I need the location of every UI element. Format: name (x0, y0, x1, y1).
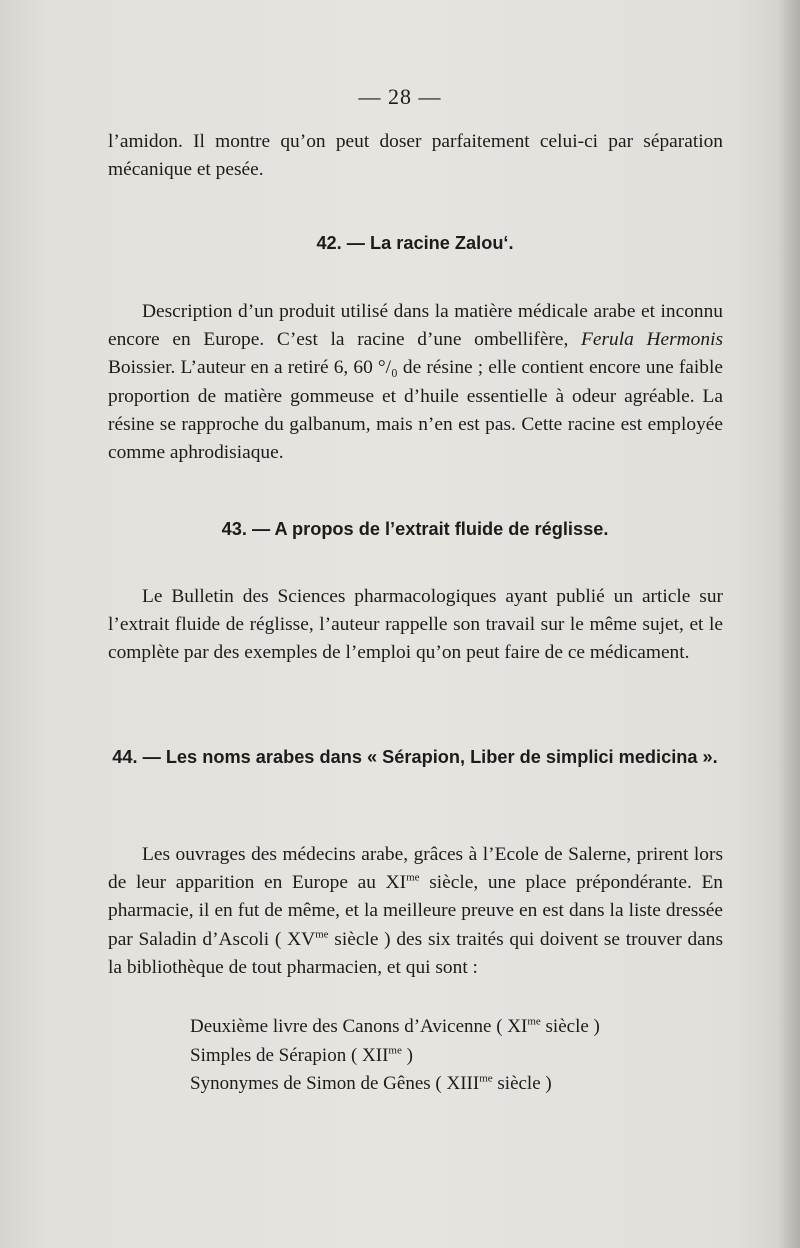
treatise-item-text: Simples de Sérapion ( XII (190, 1044, 389, 1066)
treatise-item (190, 1042, 600, 1071)
treatise-item-tail: siècle ) (540, 1016, 600, 1037)
section-44-sup-1: me (406, 871, 420, 884)
page-number: — 28 — (358, 84, 442, 109)
section-42-paragraph (108, 298, 723, 467)
section-42-heading: 42. — La racine Zalou‘. (316, 233, 514, 253)
section-44-heading-tail: ». (697, 747, 718, 767)
section-44-text-3: siècle ) des six traités qui doivent se trouver dans la bibliothèque de tout pharmacien, et qui sont : (108, 928, 723, 978)
section-43-heading: 43. — A propos de l’extrait fluide de réglisse. (221, 519, 609, 539)
treatise-item-sup: me (527, 1015, 541, 1028)
section-42-text-end: Boissier. L’auteur en a retiré 6, 60 °/₀ de résine ; elle contient encore une faible proportion de matière gommeuse et d’huile essentielle à odeur agréable. La résine se rapproche du galbanum, mais n’en est pas. Cette racine est employée comme aphrodisiaque. (108, 357, 723, 464)
treatise-item-text: Synonymes de Simon de Gênes ( XIII (190, 1073, 480, 1095)
section-44-paragraph (108, 841, 723, 982)
intro-text: l’amidon. Il montre qu’on peut doser parfaitement celui-ci par séparation mécanique et pesée. (108, 131, 723, 181)
section-44-sup-2: me (315, 928, 329, 941)
page-edge-shadow (778, 0, 800, 1248)
treatise-item-tail: ) (401, 1044, 413, 1066)
treatise-item (190, 1013, 600, 1042)
section-43-paragraph (108, 583, 723, 668)
section-44-heading-title: 44. — Les noms arabes dans « Sérapion, Liber de simplici medicina (112, 747, 698, 767)
section-44-text-1: Les ouvrages des médecins arabe, grâces à l’Ecole de Salerne, prirent lors de leur apparition en Europe au XI (108, 844, 723, 894)
treatise-item-sup: me (388, 1044, 402, 1057)
section-44-text-2: siècle, une place prépondérante. En pharmacie, il en fut de même, et la meilleure preuve en est dans la liste dressée par Saladin d’Ascoli ( XV (108, 872, 723, 950)
treatise-item-sup: me (479, 1072, 493, 1085)
section-42-species-name: Ferula Hermonis (581, 329, 724, 351)
section-44-heading (100, 740, 730, 774)
treatise-item-text: Deuxième livre des Canons d’Avicenne ( XI (190, 1016, 528, 1037)
treatise-list (190, 1013, 600, 1099)
section-42-text-start: Description d’un produit utilisé dans la matière médicale arabe et inconnu encore en Europe. C’est la racine d’une ombellifère, (108, 301, 723, 351)
treatise-item (190, 1070, 600, 1099)
treatise-item-tail: siècle ) (492, 1073, 552, 1095)
intro-paragraph (108, 128, 723, 184)
section-43-text: Le Bulletin des Sciences pharmacologiques ayant publié un article sur l’extrait fluide de réglisse, l’auteur rappelle son travail sur le même sujet, et le complète par des exemples de l’emploi qu’on peut faire de ce médicament. (108, 586, 723, 664)
